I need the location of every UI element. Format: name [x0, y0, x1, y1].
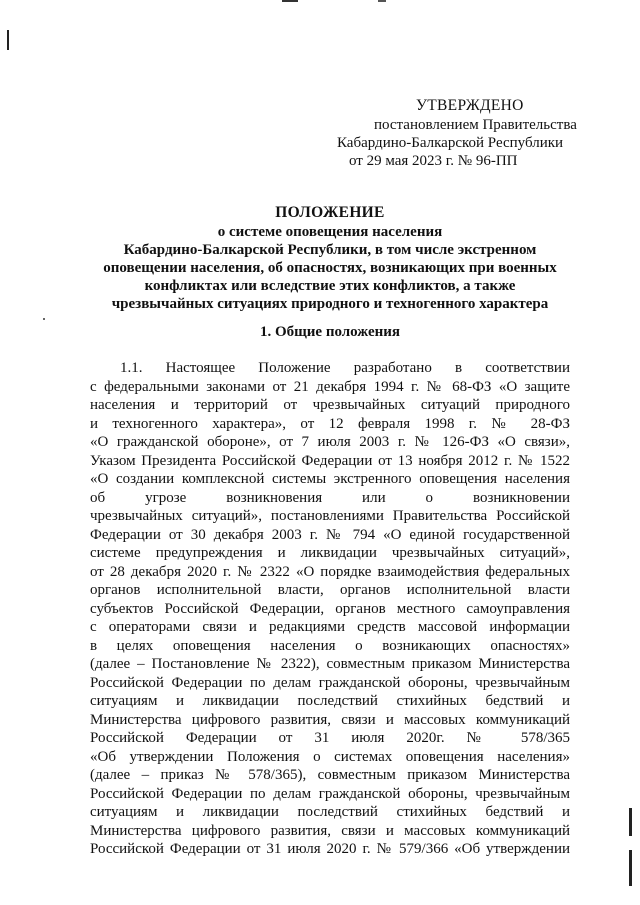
scan-artifact [378, 0, 386, 2]
paragraph-line: с операторами связи и редакциями средств массовой информации [90, 619, 570, 635]
paragraph-line: ситуациям и ликвидации последствий стихийных бедствий и [90, 693, 570, 709]
scan-artifact [43, 318, 45, 320]
approval-line: постановлением Правительства [374, 117, 577, 133]
title-line: Кабардино-Балкарской Республики, в том числе экстренном [123, 242, 537, 258]
paragraph-line: 1.1. Настоящее Положение разработано в соответствии [120, 360, 570, 376]
document-title [60, 204, 600, 313]
paragraph-line: населения и территорий от чрезвычайных ситуаций природного [90, 397, 570, 413]
scan-artifact [629, 850, 632, 886]
title-line: о системе оповещения населения [217, 224, 443, 240]
paragraph-line: Российской Федерации от 31 июля 2020 г. № 579/366 «Об утверждении [90, 841, 570, 857]
paragraph-line: и техногенного характера», от 12 февраля 1998 г. № 28-ФЗ [90, 415, 570, 432]
paragraph-line: (далее – Постановление № 2322), совместным приказом Министерства [90, 656, 570, 672]
paragraph-line: с федеральными законами от 21 декабря 1994 г. № 68-ФЗ «О защите [90, 378, 570, 395]
title-line: оповещении населения, об опасностях, возникающих при военных [103, 260, 557, 276]
title-line: конфликтах или вследствие этих конфликтов, а также [144, 278, 516, 294]
title-line: чрезвычайных ситуациях природного и техногенного характера [111, 296, 549, 312]
paragraph-line: об угрозе возникновения или о возникновении [90, 489, 570, 506]
paragraph-line: субъектов Российской Федерации, органов местного самоуправления [90, 600, 570, 617]
paragraph-line: ситуациям и ликвидации последствий стихийных бедствий и [90, 804, 570, 820]
scan-artifact [629, 808, 632, 836]
paragraph-line: «Об утверждении Положения о системах оповещения населения» [90, 748, 570, 765]
body-paragraph [90, 359, 570, 859]
scan-artifact [282, 0, 298, 2]
paragraph-line: Указом Президента Российской Федерации от 13 ноября 2012 г. № 1522 [90, 452, 570, 469]
paragraph-line: от 28 декабря 2020 г. № 2322 «О порядке взаимодействия федеральных [90, 563, 570, 580]
paragraph-line: Министерства цифрового развития, связи и массовых коммуникаций [90, 822, 570, 839]
approval-line: Кабардино-Балкарской Республики [337, 135, 564, 151]
scan-artifact [7, 30, 9, 50]
paragraph-line: (далее – приказ № 578/365), совместным приказом Министерства [90, 767, 570, 783]
paragraph-line: Российской Федерации по делам гражданской обороны, чрезвычайным [90, 785, 570, 802]
paragraph-line: Российской Федерации по делам гражданской обороны, чрезвычайным [90, 674, 570, 691]
paragraph-line: Российской Федерации от 31 июля 2020г. № 578/365 [90, 730, 570, 746]
paragraph-line: «О гражданской обороне», от 7 июля 2003 г. № 126-ФЗ «О связи», [90, 434, 570, 450]
section-heading: 1. Общие положения [259, 324, 401, 340]
paragraph-line: Министерства цифрового развития, связи и массовых коммуникаций [90, 711, 570, 728]
approval-date-line: от 29 мая 2023 г. № 96-ПП [349, 153, 518, 169]
paragraph-line: «О создании комплексной системы экстренного оповещения населения [90, 471, 570, 487]
paragraph-line: в целях оповещения населения о возникающих опасностях» [90, 637, 570, 654]
paragraph-line: системе предупреждения и ликвидации чрезвычайных ситуаций», [90, 545, 570, 561]
paragraph-line: Федерации от 30 декабря 2003 г. № 794 «О единой государственной [90, 526, 570, 543]
paragraph-line: чрезвычайных ситуаций», постановлениями Правительства Российской [90, 508, 570, 524]
paragraph-line: органов исполнительной власти, органов исполнительной власти [90, 582, 570, 598]
title-main: ПОЛОЖЕНИЕ [275, 204, 385, 221]
approved-label: УТВЕРЖДЕНО [416, 97, 524, 114]
